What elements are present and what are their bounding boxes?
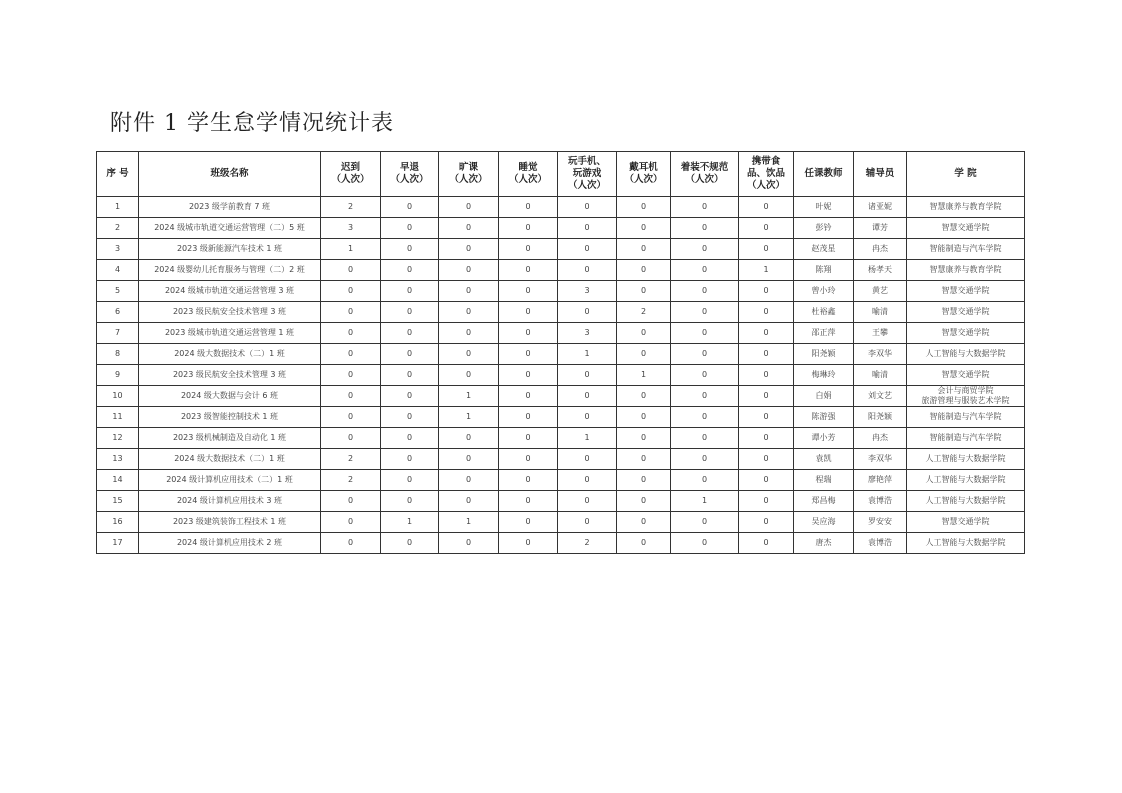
cell-class-name: 2023 级民航安全技术管理 3 班 — [139, 365, 321, 386]
header-text: （人次） — [567, 180, 606, 191]
table-row — [97, 512, 1025, 533]
cell-absent: 0 — [439, 323, 499, 344]
cell-early-leave: 0 — [381, 218, 439, 239]
cell-absent: 1 — [439, 386, 499, 407]
header-text: 序 号 — [106, 168, 129, 179]
header-text: （人次） — [331, 174, 370, 185]
cell-early-leave: 0 — [381, 323, 439, 344]
cell-late: 0 — [321, 344, 381, 365]
cell-index: 7 — [97, 323, 139, 344]
cell-class-name: 2024 级城市轨道交通运营管理（二）5 班 — [139, 218, 321, 239]
cell-late: 0 — [321, 260, 381, 281]
cell-sleeping: 0 — [499, 533, 558, 554]
cell-late: 0 — [321, 323, 381, 344]
cell-earphones: 0 — [617, 533, 671, 554]
cell-phone-games: 3 — [558, 281, 617, 302]
college-line: 旅游管理与服装艺术学院 — [921, 396, 1010, 405]
cell-index: 5 — [97, 281, 139, 302]
cell-late: 0 — [321, 533, 381, 554]
cell-dress-code: 0 — [671, 281, 739, 302]
cell-food-drinks: 0 — [739, 449, 794, 470]
cell-dress-code: 0 — [671, 386, 739, 407]
cell-absent: 1 — [439, 407, 499, 428]
cell-late: 2 — [321, 197, 381, 218]
cell-food-drinks: 0 — [739, 491, 794, 512]
cell-teacher: 彭钤 — [794, 218, 854, 239]
cell-class-name: 2023 级新能源汽车技术 1 班 — [139, 239, 321, 260]
cell-early-leave: 1 — [381, 512, 439, 533]
cell-index: 4 — [97, 260, 139, 281]
cell-teacher: 程瑞 — [794, 470, 854, 491]
cell-absent: 0 — [439, 281, 499, 302]
cell-teacher: 陈翔 — [794, 260, 854, 281]
cell-dress-code: 0 — [671, 302, 739, 323]
table-row — [97, 197, 1025, 218]
cell-college: 智慧交通学院 — [907, 323, 1025, 344]
cell-index: 15 — [97, 491, 139, 512]
cell-late: 3 — [321, 218, 381, 239]
cell-teacher: 阳尧颖 — [794, 344, 854, 365]
cell-dress-code: 0 — [671, 323, 739, 344]
cell-college: 智慧康养与教育学院 — [907, 260, 1025, 281]
cell-index: 11 — [97, 407, 139, 428]
cell-class-name: 2024 级婴幼儿托育服务与管理（二）2 班 — [139, 260, 321, 281]
cell-absent: 0 — [439, 449, 499, 470]
cell-college: 智慧交通学院 — [907, 281, 1025, 302]
cell-sleeping: 0 — [499, 449, 558, 470]
cell-class-name: 2023 级城市轨道交通运营管理 1 班 — [139, 323, 321, 344]
cell-teacher: 邵正萍 — [794, 323, 854, 344]
header-text: 迟到 — [340, 162, 360, 173]
cell-earphones: 0 — [617, 491, 671, 512]
cell-counselor: 袁博浩 — [854, 533, 907, 554]
cell-index: 10 — [97, 386, 139, 407]
cell-teacher: 唐杰 — [794, 533, 854, 554]
header-text: 品、饮品 — [746, 168, 785, 179]
cell-class-name: 2024 级计算机应用技术（二）1 班 — [139, 470, 321, 491]
cell-food-drinks: 0 — [739, 302, 794, 323]
cell-class-name: 2023 级学前教育 7 班 — [139, 197, 321, 218]
table-row — [97, 491, 1025, 512]
cell-absent: 0 — [439, 218, 499, 239]
cell-college: 人工智能与大数据学院 — [907, 344, 1025, 365]
cell-late: 0 — [321, 365, 381, 386]
cell-food-drinks: 0 — [739, 470, 794, 491]
cell-counselor: 黄艺 — [854, 281, 907, 302]
statistics-table — [96, 151, 1025, 554]
cell-early-leave: 0 — [381, 239, 439, 260]
cell-absent: 0 — [439, 365, 499, 386]
cell-teacher: 赵茂星 — [794, 239, 854, 260]
cell-class-name: 2023 级民航安全技术管理 3 班 — [139, 302, 321, 323]
cell-index: 17 — [97, 533, 139, 554]
cell-teacher: 郑昌梅 — [794, 491, 854, 512]
cell-teacher: 白娟 — [794, 386, 854, 407]
cell-college: 智慧交通学院 — [907, 512, 1025, 533]
table-row — [97, 407, 1025, 428]
cell-college: 人工智能与大数据学院 — [907, 470, 1025, 491]
cell-dress-code: 0 — [671, 260, 739, 281]
cell-counselor: 刘文艺 — [854, 386, 907, 407]
table-row — [97, 260, 1025, 281]
cell-counselor: 杨孝天 — [854, 260, 907, 281]
cell-college: 人工智能与大数据学院 — [907, 449, 1025, 470]
cell-phone-games: 0 — [558, 512, 617, 533]
cell-early-leave: 0 — [381, 365, 439, 386]
cell-counselor: 冉杰 — [854, 428, 907, 449]
cell-sleeping: 0 — [499, 302, 558, 323]
cell-late: 1 — [321, 239, 381, 260]
cell-food-drinks: 0 — [739, 407, 794, 428]
cell-early-leave: 0 — [381, 533, 439, 554]
header-text: 着装不规范 — [680, 162, 729, 173]
cell-early-leave: 0 — [381, 407, 439, 428]
cell-earphones: 0 — [617, 323, 671, 344]
cell-teacher: 杜裕鑫 — [794, 302, 854, 323]
college-line: 会计与商贸学院 — [937, 386, 994, 395]
cell-early-leave: 0 — [381, 386, 439, 407]
cell-college: 人工智能与大数据学院 — [907, 533, 1025, 554]
cell-food-drinks: 0 — [739, 197, 794, 218]
cell-college: 智慧康养与教育学院 — [907, 197, 1025, 218]
cell-early-leave: 0 — [381, 260, 439, 281]
table-row — [97, 281, 1025, 302]
header-text: （人次） — [624, 174, 663, 185]
cell-class-name: 2023 级智能控制技术 1 班 — [139, 407, 321, 428]
header-late — [321, 152, 381, 197]
header-text: 班级名称 — [210, 168, 249, 179]
cell-food-drinks: 0 — [739, 323, 794, 344]
cell-index: 12 — [97, 428, 139, 449]
cell-earphones: 0 — [617, 239, 671, 260]
cell-dress-code: 0 — [671, 533, 739, 554]
header-text: 睡觉 — [518, 162, 538, 173]
table-row — [97, 218, 1025, 239]
header-absent — [439, 152, 499, 197]
cell-college — [907, 386, 1025, 407]
header-text: （人次） — [746, 180, 785, 191]
header-text: 辅导员 — [865, 168, 895, 179]
cell-earphones: 0 — [617, 470, 671, 491]
cell-counselor: 李双华 — [854, 344, 907, 365]
header-food-drinks — [739, 152, 794, 197]
cell-phone-games: 0 — [558, 302, 617, 323]
cell-sleeping: 0 — [499, 281, 558, 302]
cell-sleeping: 0 — [499, 386, 558, 407]
cell-earphones: 0 — [617, 281, 671, 302]
cell-counselor: 袁博浩 — [854, 491, 907, 512]
cell-counselor: 阳尧颖 — [854, 407, 907, 428]
table-row — [97, 386, 1025, 407]
cell-phone-games: 0 — [558, 239, 617, 260]
header-early-leave — [381, 152, 439, 197]
header-text: 玩手机、 — [567, 156, 606, 167]
cell-sleeping: 0 — [499, 323, 558, 344]
cell-index: 8 — [97, 344, 139, 365]
header-college — [907, 152, 1025, 197]
cell-class-name: 2024 级大数据与会计 6 班 — [139, 386, 321, 407]
cell-dress-code: 1 — [671, 491, 739, 512]
cell-earphones: 2 — [617, 302, 671, 323]
header-phone-games — [558, 152, 617, 197]
cell-absent: 0 — [439, 197, 499, 218]
cell-teacher: 叶妮 — [794, 197, 854, 218]
cell-counselor: 罗安安 — [854, 512, 907, 533]
cell-absent: 0 — [439, 428, 499, 449]
table-row — [97, 533, 1025, 554]
cell-counselor: 诸亚妮 — [854, 197, 907, 218]
header-counselor — [854, 152, 907, 197]
header-text: （人次） — [508, 174, 547, 185]
cell-food-drinks: 0 — [739, 512, 794, 533]
cell-teacher: 梅琳玲 — [794, 365, 854, 386]
cell-class-name: 2024 级大数据技术（二）1 班 — [139, 449, 321, 470]
cell-earphones: 0 — [617, 260, 671, 281]
header-teacher — [794, 152, 854, 197]
cell-absent: 1 — [439, 512, 499, 533]
cell-teacher: 曾小玲 — [794, 281, 854, 302]
cell-dress-code: 0 — [671, 428, 739, 449]
header-text: 旷课 — [458, 162, 478, 173]
header-dress-code — [671, 152, 739, 197]
cell-earphones: 0 — [617, 449, 671, 470]
header-text: （人次） — [685, 174, 724, 185]
table-row — [97, 428, 1025, 449]
cell-early-leave: 0 — [381, 491, 439, 512]
cell-phone-games: 0 — [558, 218, 617, 239]
cell-early-leave: 0 — [381, 197, 439, 218]
cell-counselor: 喻清 — [854, 302, 907, 323]
cell-dress-code: 0 — [671, 365, 739, 386]
cell-sleeping: 0 — [499, 491, 558, 512]
cell-food-drinks: 0 — [739, 218, 794, 239]
cell-early-leave: 0 — [381, 302, 439, 323]
cell-dress-code: 0 — [671, 470, 739, 491]
table-row — [97, 323, 1025, 344]
header-text: 戴耳机 — [629, 162, 658, 173]
header-text: 学 院 — [954, 168, 977, 179]
cell-college: 人工智能与大数据学院 — [907, 491, 1025, 512]
cell-index: 14 — [97, 470, 139, 491]
cell-class-name: 2024 级城市轨道交通运营管理 3 班 — [139, 281, 321, 302]
cell-teacher: 谭小芳 — [794, 428, 854, 449]
cell-index: 13 — [97, 449, 139, 470]
cell-phone-games: 0 — [558, 491, 617, 512]
cell-food-drinks: 0 — [739, 533, 794, 554]
document-title: 附件 1 学生怠学情况统计表 — [110, 111, 394, 136]
cell-late: 0 — [321, 386, 381, 407]
cell-class-name: 2023 级建筑装饰工程技术 1 班 — [139, 512, 321, 533]
table-row — [97, 449, 1025, 470]
cell-sleeping: 0 — [499, 239, 558, 260]
cell-absent: 0 — [439, 239, 499, 260]
cell-phone-games: 1 — [558, 428, 617, 449]
cell-earphones: 0 — [617, 344, 671, 365]
cell-earphones: 0 — [617, 428, 671, 449]
cell-teacher: 陈游强 — [794, 407, 854, 428]
cell-college: 智能制造与汽车学院 — [907, 407, 1025, 428]
cell-phone-games: 0 — [558, 386, 617, 407]
cell-counselor: 李双华 — [854, 449, 907, 470]
cell-absent: 0 — [439, 302, 499, 323]
header-text: 玩游戏 — [572, 168, 602, 179]
cell-food-drinks: 0 — [739, 239, 794, 260]
cell-class-name: 2024 级计算机应用技术 2 班 — [139, 533, 321, 554]
cell-late: 2 — [321, 449, 381, 470]
cell-counselor: 冉杰 — [854, 239, 907, 260]
cell-sleeping: 0 — [499, 407, 558, 428]
cell-index: 16 — [97, 512, 139, 533]
cell-class-name: 2024 级大数据技术（二）1 班 — [139, 344, 321, 365]
cell-late: 0 — [321, 281, 381, 302]
cell-dress-code: 0 — [671, 344, 739, 365]
cell-college: 智能制造与汽车学院 — [907, 239, 1025, 260]
header-text: 携带食 — [751, 156, 781, 167]
header-text: 任课教师 — [804, 168, 843, 179]
cell-college: 智慧交通学院 — [907, 302, 1025, 323]
cell-late: 2 — [321, 470, 381, 491]
cell-absent: 0 — [439, 491, 499, 512]
cell-index: 1 — [97, 197, 139, 218]
cell-teacher: 吴应海 — [794, 512, 854, 533]
cell-dress-code: 0 — [671, 512, 739, 533]
cell-absent: 0 — [439, 260, 499, 281]
cell-early-leave: 0 — [381, 470, 439, 491]
cell-phone-games: 0 — [558, 449, 617, 470]
cell-phone-games: 3 — [558, 323, 617, 344]
cell-sleeping: 0 — [499, 470, 558, 491]
cell-phone-games: 0 — [558, 470, 617, 491]
cell-food-drinks: 0 — [739, 386, 794, 407]
cell-earphones: 0 — [617, 512, 671, 533]
cell-dress-code: 0 — [671, 239, 739, 260]
header-earphones — [617, 152, 671, 197]
cell-teacher: 袁凯 — [794, 449, 854, 470]
cell-earphones: 1 — [617, 365, 671, 386]
cell-dress-code: 0 — [671, 197, 739, 218]
cell-phone-games: 0 — [558, 365, 617, 386]
cell-food-drinks: 0 — [739, 344, 794, 365]
cell-counselor: 喻清 — [854, 365, 907, 386]
cell-dress-code: 0 — [671, 407, 739, 428]
table-row — [97, 344, 1025, 365]
table-row — [97, 365, 1025, 386]
cell-class-name: 2024 级计算机应用技术 3 班 — [139, 491, 321, 512]
table-row — [97, 302, 1025, 323]
cell-early-leave: 0 — [381, 344, 439, 365]
cell-late: 0 — [321, 407, 381, 428]
cell-phone-games: 2 — [558, 533, 617, 554]
cell-college: 智能制造与汽车学院 — [907, 428, 1025, 449]
cell-late: 0 — [321, 491, 381, 512]
cell-late: 0 — [321, 302, 381, 323]
cell-absent: 0 — [439, 533, 499, 554]
cell-sleeping: 0 — [499, 218, 558, 239]
cell-earphones: 0 — [617, 407, 671, 428]
header-text: 早退 — [399, 162, 419, 173]
cell-sleeping: 0 — [499, 428, 558, 449]
cell-class-name: 2023 级机械制造及自动化 1 班 — [139, 428, 321, 449]
cell-sleeping: 0 — [499, 260, 558, 281]
header-class-name — [139, 152, 321, 197]
cell-early-leave: 0 — [381, 449, 439, 470]
cell-early-leave: 0 — [381, 428, 439, 449]
cell-index: 3 — [97, 239, 139, 260]
cell-early-leave: 0 — [381, 281, 439, 302]
cell-phone-games: 0 — [558, 197, 617, 218]
cell-absent: 0 — [439, 470, 499, 491]
cell-dress-code: 0 — [671, 218, 739, 239]
cell-food-drinks: 1 — [739, 260, 794, 281]
cell-counselor: 谭芳 — [854, 218, 907, 239]
cell-sleeping: 0 — [499, 512, 558, 533]
cell-earphones: 0 — [617, 197, 671, 218]
cell-index: 6 — [97, 302, 139, 323]
cell-phone-games: 0 — [558, 260, 617, 281]
cell-college: 智慧交通学院 — [907, 218, 1025, 239]
cell-food-drinks: 0 — [739, 281, 794, 302]
cell-phone-games: 0 — [558, 407, 617, 428]
table-row — [97, 470, 1025, 491]
table-header-row — [97, 152, 1025, 197]
cell-sleeping: 0 — [499, 365, 558, 386]
header-index — [97, 152, 139, 197]
cell-counselor: 王攀 — [854, 323, 907, 344]
cell-food-drinks: 0 — [739, 365, 794, 386]
cell-late: 0 — [321, 512, 381, 533]
cell-phone-games: 1 — [558, 344, 617, 365]
cell-late: 0 — [321, 428, 381, 449]
cell-sleeping: 0 — [499, 344, 558, 365]
cell-earphones: 0 — [617, 386, 671, 407]
cell-sleeping: 0 — [499, 197, 558, 218]
cell-index: 9 — [97, 365, 139, 386]
header-sleeping — [499, 152, 558, 197]
table-body — [97, 197, 1025, 554]
cell-earphones: 0 — [617, 218, 671, 239]
cell-counselor: 廖艳萍 — [854, 470, 907, 491]
cell-college: 智慧交通学院 — [907, 365, 1025, 386]
header-text: （人次） — [449, 174, 488, 185]
cell-absent: 0 — [439, 344, 499, 365]
cell-food-drinks: 0 — [739, 428, 794, 449]
table-row — [97, 239, 1025, 260]
cell-dress-code: 0 — [671, 449, 739, 470]
header-text: （人次） — [390, 174, 429, 185]
cell-index: 2 — [97, 218, 139, 239]
